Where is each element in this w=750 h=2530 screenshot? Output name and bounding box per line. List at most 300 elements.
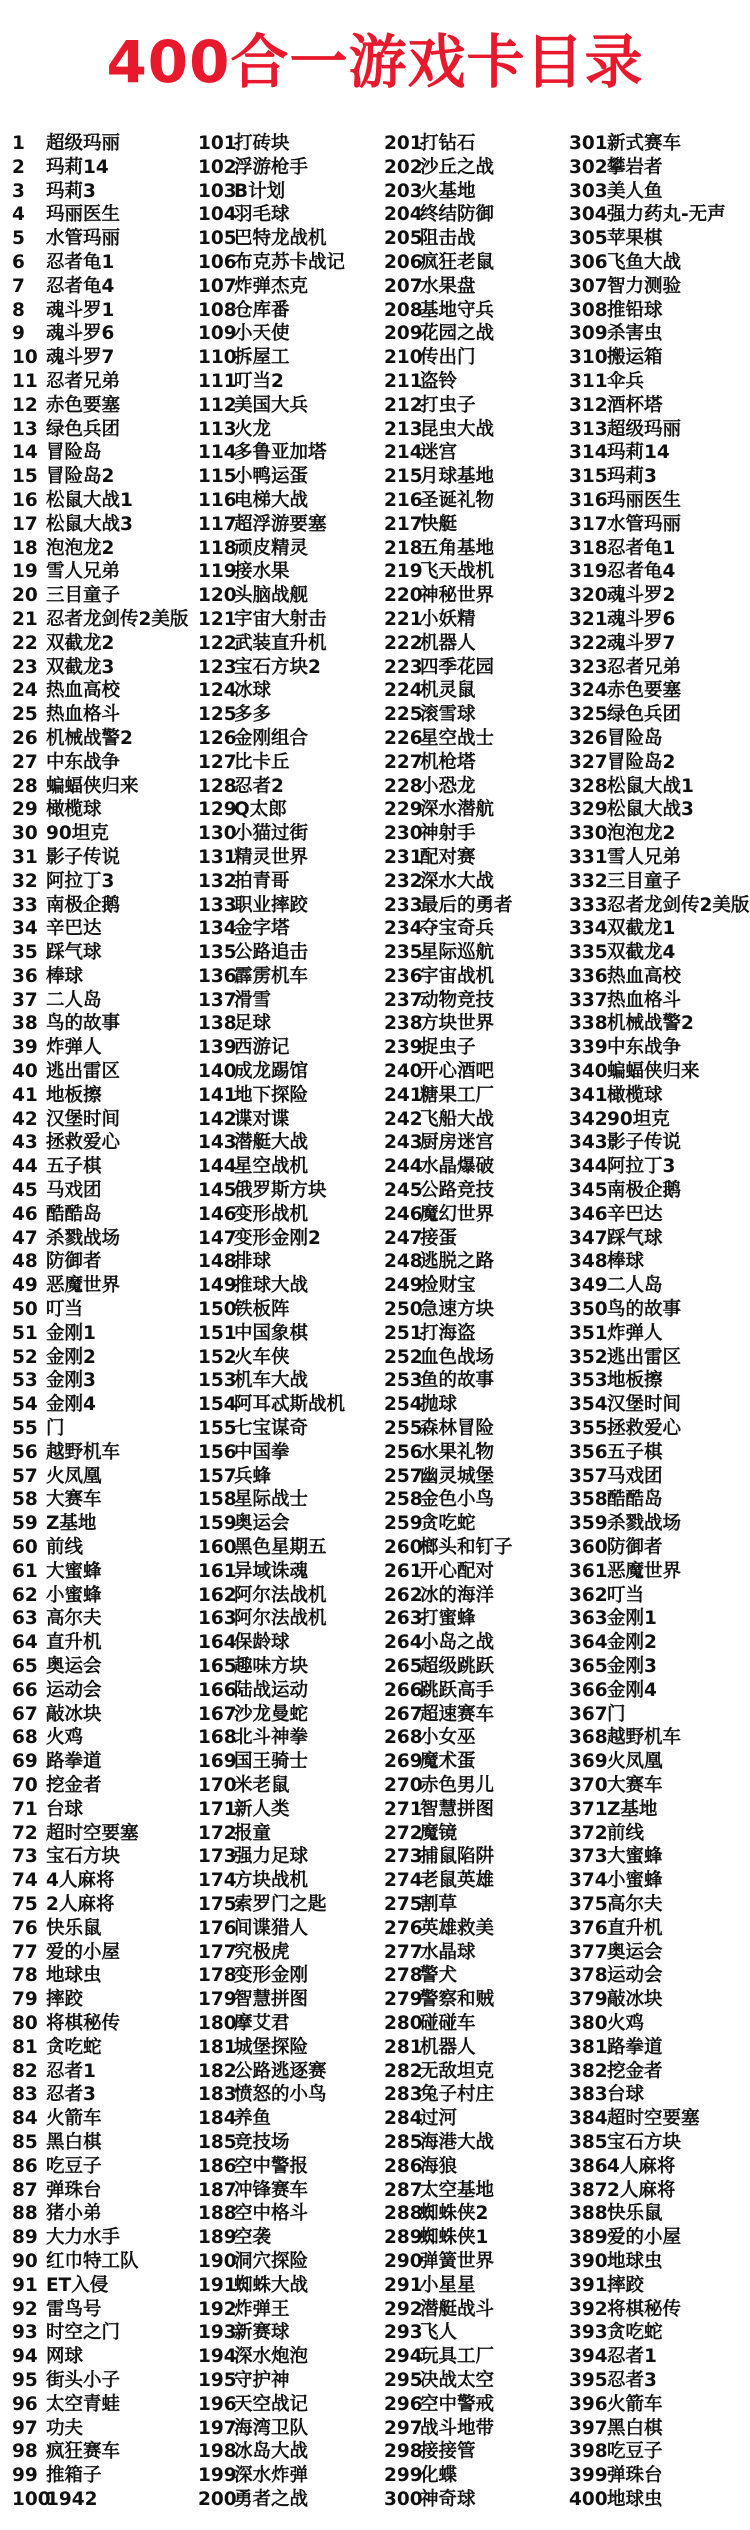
game-name: 国王骑士 [234,1751,309,1773]
game-name: 竞技场 [234,2131,290,2153]
game-entry [569,441,750,465]
game-name: 酒杯塔 [607,394,663,416]
game-name: 月球基地 [420,466,495,488]
game-entry [569,2488,750,2512]
game-entry [198,798,383,822]
game-number: 314 [569,442,608,464]
game-name: 拆屋工 [234,347,290,369]
game-number: 324 [569,680,608,702]
game-entry [198,941,383,965]
game-number: 166 [198,1679,237,1701]
game-number: 204 [384,204,423,226]
game-name: 直升机 [46,1632,102,1654]
game-number: 340 [569,1061,608,1083]
game-number: 49 [12,1275,38,1297]
game-number: 235 [384,942,423,964]
game-entry [384,2298,569,2322]
game-entry [569,751,750,775]
game-name: 贪吃蛇 [420,1513,476,1535]
game-column-4 [569,132,750,2512]
game-number: 333 [569,894,608,916]
game-name: 网球 [46,2346,84,2368]
game-entry [384,1084,569,1108]
game-entry [12,513,197,537]
game-name: 神奇球 [420,2488,476,2510]
game-name: 方块世界 [420,1013,495,1035]
game-entry [384,846,569,870]
game-name: 大蜜蜂 [46,1560,102,1582]
game-entry [384,822,569,846]
game-name: 水晶爆破 [420,1156,495,1178]
game-number: 107 [198,275,237,297]
game-entry [198,965,383,989]
game-number: 251 [384,1322,423,1344]
game-name: 逃脱之路 [420,1251,495,1273]
game-entry [569,322,750,346]
game-name: 杀戮战场 [46,1227,121,1249]
game-entry [198,2369,383,2393]
game-name: 魔术蛋 [420,1751,476,1773]
game-name: 敲冰块 [46,1703,102,1725]
game-number: 229 [384,799,423,821]
game-entry [384,584,569,608]
game-number: 260 [384,1537,423,1559]
game-entry [569,2321,750,2345]
game-entry [12,299,197,323]
game-number: 273 [384,1846,423,1868]
game-number: 157 [198,1465,237,1487]
game-entry [12,632,197,656]
game-number: 363 [569,1608,608,1630]
game-number: 239 [384,1037,423,1059]
game-number: 326 [569,727,608,749]
game-number: 375 [569,1893,608,1915]
game-number: 301 [569,133,608,154]
game-number: 209 [384,323,423,345]
game-name: 忍者兄弟 [46,370,121,392]
game-name: 炸弹人 [46,1037,102,1059]
game-entry [569,1393,750,1417]
game-number: 339 [569,1037,608,1059]
game-entry [198,2250,383,2274]
game-number: 231 [384,846,423,868]
game-number: 377 [569,1941,608,1963]
game-entry [12,2298,197,2322]
game-number: 15 [12,466,38,488]
game-name: 赤色要塞 [607,680,682,702]
game-entry [569,1227,750,1251]
game-entry [12,1465,197,1489]
game-name: 宇宙战机 [420,965,495,987]
game-number: 17 [12,513,38,535]
game-name: 飞鱼大战 [607,251,682,273]
game-entry [384,227,569,251]
game-entry [384,370,569,394]
game-entry [198,608,383,632]
game-number: 18 [12,537,38,559]
game-entry [12,1941,197,1965]
game-entry [569,394,750,418]
game-entry [569,1869,750,1893]
game-name: 贪吃蛇 [607,2322,663,2344]
game-number: 120 [198,585,237,607]
game-entry [198,894,383,918]
game-number: 111 [198,370,237,392]
game-entry [569,560,750,584]
game-number: 249 [384,1275,423,1297]
game-entry [384,2131,569,2155]
game-entry [198,703,383,727]
game-entry [569,1155,750,1179]
game-number: 261 [384,1560,423,1582]
game-entry [12,2393,197,2417]
game-number: 386 [569,2155,608,2177]
game-entry [198,1726,383,1750]
game-number: 173 [198,1846,237,1868]
game-entry [569,2417,750,2441]
game-name: 太空青蛙 [46,2393,121,2415]
game-name: 陆战运动 [234,1679,309,1701]
game-entry [569,227,750,251]
game-entry [198,418,383,442]
game-name: 夺宝奇兵 [420,918,495,940]
game-name: 水管玛丽 [46,228,121,250]
game-name: 火箭车 [46,2108,102,2130]
game-number: 130 [198,823,237,845]
game-name: 空中格斗 [234,2203,309,2225]
game-number: 348 [569,1251,608,1273]
game-entry [384,1108,569,1132]
game-entry [198,2464,383,2488]
game-name: 接接管 [420,2441,476,2463]
game-number: 232 [384,870,423,892]
game-name: 地球虫 [46,1965,102,1987]
game-name: 海狼 [420,2155,458,2177]
game-name: 抛球 [420,1394,458,1416]
game-name: 黑白棋 [46,2131,102,2153]
game-number: 136 [198,965,237,987]
game-name: 红巾特工队 [46,2250,139,2272]
game-number: 270 [384,1774,423,1796]
game-number: 321 [569,608,608,630]
game-name: 火龙 [234,418,272,440]
game-entry [198,1465,383,1489]
game-number: 312 [569,394,608,416]
game-entry [198,2226,383,2250]
game-entry [384,798,569,822]
game-name: 变形金刚 [234,1965,309,1987]
game-name: 马戏团 [607,1465,663,1487]
game-number: 182 [198,2060,237,2082]
game-entry [384,1417,569,1441]
game-name: 影子传说 [607,1132,682,1154]
game-entry [12,2250,197,2274]
game-entry [384,1203,569,1227]
game-name: 前线 [46,1537,84,1559]
game-list [12,132,750,2517]
game-entry [569,584,750,608]
game-number: 14 [12,442,38,464]
game-number: 289 [384,2227,423,2249]
game-entry [12,1179,197,1203]
game-number: 128 [198,775,237,797]
game-entry [198,132,383,156]
game-name: 榔头和钉子 [420,1537,513,1559]
game-name: 敲冰块 [607,1989,663,2011]
game-number: 197 [198,2417,237,2439]
game-number: 89 [12,2227,38,2249]
game-name: 叮当2 [234,370,284,392]
game-number: 39 [12,1037,38,1059]
game-entry [569,2440,750,2464]
game-entry [569,1941,750,1965]
game-name: 中东战争 [607,1037,682,1059]
game-name: 杀害虫 [607,323,663,345]
game-number: 58 [12,1489,38,1511]
game-entry [198,251,383,275]
game-entry [384,513,569,537]
game-number: 146 [198,1203,237,1225]
game-name: 大蜜蜂 [607,1846,663,1868]
game-entry [198,1036,383,1060]
game-entry [12,2417,197,2441]
game-number: 3 [12,180,25,202]
game-name: 霹雳机车 [234,965,309,987]
game-name: 间谍猎人 [234,1917,309,1939]
game-name: 摩艾君 [234,2012,290,2034]
game-number: 283 [384,2084,423,2106]
game-name: 快乐鼠 [46,1917,102,1939]
game-number: 306 [569,251,608,273]
game-number: 290 [384,2250,423,2272]
game-name: 打蜜蜂 [420,1608,476,1630]
game-number: 215 [384,466,423,488]
game-number: 98 [12,2441,38,2463]
game-column-2 [198,132,383,2512]
game-number: 266 [384,1679,423,1701]
game-number: 90 [12,2250,38,2272]
game-number: 20 [12,585,38,607]
game-number: 72 [12,1822,38,1844]
game-entry [198,2107,383,2131]
game-number: 167 [198,1703,237,1725]
game-number: 254 [384,1394,423,1416]
game-entry [569,2250,750,2274]
game-entry [569,917,750,941]
game-entry [569,2202,750,2226]
game-name: 捡财宝 [420,1275,476,1297]
game-entry [384,465,569,489]
game-number: 360 [569,1537,608,1559]
game-name: 机械战警2 [607,1013,694,1035]
game-name: 头脑战舰 [234,585,309,607]
game-entry [569,822,750,846]
game-name: 橄榄球 [46,799,102,821]
game-name: 电梯大战 [234,489,309,511]
game-number: 237 [384,989,423,1011]
game-name: 铁板阵 [234,1299,290,1321]
game-name: 急速方块 [420,1299,495,1321]
game-number: 345 [569,1180,608,1202]
game-number: 68 [12,1727,38,1749]
game-number: 106 [198,251,237,273]
game-number: 34 [12,918,38,940]
game-name: 警犬 [420,1965,458,1987]
game-number: 91 [12,2274,38,2296]
game-name: 忍者1 [607,2346,657,2368]
game-number: 391 [569,2274,608,2296]
game-name: 七宝谋奇 [234,1418,309,1440]
game-name: 布克苏卡战记 [234,251,346,273]
game-entry [569,1631,750,1655]
game-number: 370 [569,1774,608,1796]
game-number: 217 [384,513,423,535]
game-entry [12,775,197,799]
game-name: 俄罗斯方块 [234,1180,327,1202]
game-name: 水晶球 [420,1941,476,1963]
game-entry [198,465,383,489]
game-name: 羽毛球 [234,204,290,226]
game-name: 太空基地 [420,2179,495,2201]
game-entry [198,1322,383,1346]
game-number: 28 [12,775,38,797]
game-entry [12,822,197,846]
game-name: 功夫 [46,2417,84,2439]
game-number: 206 [384,251,423,273]
game-entry [569,2155,750,2179]
game-entry [384,703,569,727]
game-name: 门 [607,1703,626,1725]
game-entry [12,1417,197,1441]
game-name: 星空战机 [234,1156,309,1178]
game-entry [569,2226,750,2250]
game-entry [12,370,197,394]
game-name: 阿耳忒斯战机 [234,1394,346,1416]
game-entry [12,1774,197,1798]
game-number: 362 [569,1584,608,1606]
game-name: 小恐龙 [420,775,476,797]
game-number: 64 [12,1632,38,1654]
game-entry [569,1822,750,1846]
game-number: 169 [198,1751,237,1773]
game-name: 捕鼠陷阱 [420,1846,495,1868]
game-name: 黑白棋 [607,2417,663,2439]
game-number: 36 [12,965,38,987]
game-name: 地板擦 [607,1370,663,1392]
game-entry [12,1964,197,1988]
game-name: 精灵世界 [234,846,309,868]
game-number: 331 [569,846,608,868]
game-entry [569,775,750,799]
game-name: 血色战场 [420,1346,495,1368]
game-number: 286 [384,2155,423,2177]
game-name: 成龙踢馆 [234,1061,309,1083]
game-name: 超浮游要塞 [234,513,327,535]
game-number: 212 [384,394,423,416]
game-name: 深水潜航 [420,799,495,821]
game-name: 奥运会 [234,1513,290,1535]
game-number: 244 [384,1156,423,1178]
game-entry [198,1274,383,1298]
game-name: 多鲁亚加塔 [234,442,327,464]
game-name: 汉堡时间 [607,1394,682,1416]
game-entry [569,489,750,513]
game-name: 双截龙4 [607,942,676,964]
game-entry [198,1869,383,1893]
game-entry [569,1322,750,1346]
game-number: 315 [569,466,608,488]
game-entry [384,299,569,323]
game-entry [12,1298,197,1322]
game-entry [569,1988,750,2012]
game-name: Z基地 [46,1513,97,1535]
game-entry [12,1988,197,2012]
game-name: 忍者龟4 [46,275,115,297]
game-number: 287 [384,2179,423,2201]
game-entry [198,1084,383,1108]
game-name: 碰碰车 [420,2012,476,2034]
game-entry [569,965,750,989]
game-entry [569,465,750,489]
game-entry [569,2036,750,2060]
game-number: 190 [198,2250,237,2272]
game-name: 鸟的故事 [607,1299,682,1321]
game-name: 小天使 [234,323,290,345]
game-entry [384,775,569,799]
game-name: 推球大战 [234,1275,309,1297]
game-entry [12,2202,197,2226]
game-number: 328 [569,775,608,797]
game-number: 355 [569,1418,608,1440]
game-entry [198,2274,383,2298]
game-name: 飞船大战 [420,1108,495,1130]
game-name: 机灵鼠 [420,680,476,702]
game-name: 小蜜蜂 [46,1584,102,1606]
game-number: 352 [569,1346,608,1368]
game-number: 280 [384,2012,423,2034]
game-name: 南极企鹅 [607,1180,682,1202]
game-number: 23 [12,656,38,678]
game-number: 129 [198,799,237,821]
game-name: 小岛之战 [420,1632,495,1654]
game-entry [12,798,197,822]
game-name: 空中警报 [234,2155,309,2177]
game-entry [384,203,569,227]
game-entry [198,227,383,251]
game-entry [12,1893,197,1917]
game-number: 262 [384,1584,423,1606]
game-number: 8 [12,299,25,321]
game-entry [569,656,750,680]
game-number: 246 [384,1203,423,1225]
game-name: 南极企鹅 [46,894,121,916]
game-entry [384,751,569,775]
game-name: 报童 [234,1822,272,1844]
game-number: 364 [569,1632,608,1654]
game-entry [384,156,569,180]
game-name: 魔幻世界 [420,1203,495,1225]
game-entry [198,1893,383,1917]
game-name: 运动会 [607,1965,663,1987]
game-name: 绿色兵团 [46,418,121,440]
game-number: 382 [569,2060,608,2082]
game-number: 252 [384,1346,423,1368]
game-entry [12,1060,197,1084]
game-name: 机械战警2 [46,727,133,749]
game-entry [12,1703,197,1727]
game-entry [198,2345,383,2369]
game-name: 叮当 [46,1299,84,1321]
